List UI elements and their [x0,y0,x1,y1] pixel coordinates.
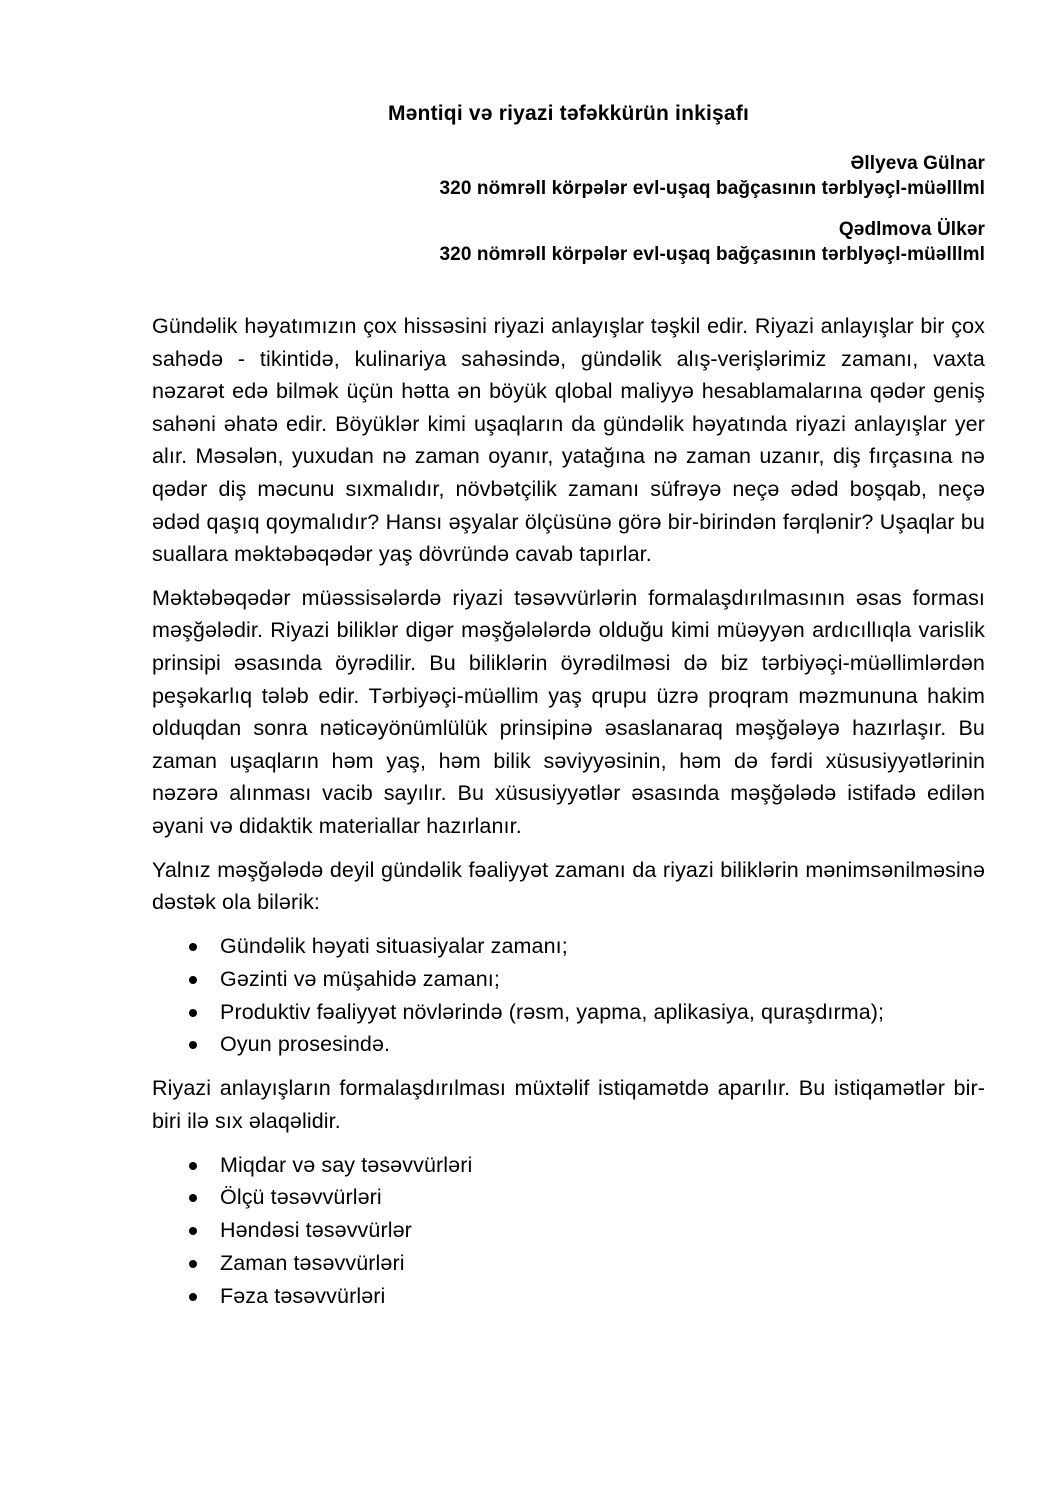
bullet-icon [189,1041,197,1049]
author-name: Əllyeva Gülnar [850,153,985,174]
bullet-icon [189,1293,197,1301]
author-name: Qədlmova Ülkər [838,219,985,240]
body-paragraph: Yalnız məşğələdə deyil gündəlik fəaliyyət zamanı da riyazi biliklərin mənimsənilməsinə dəstək ola bilərik: [152,857,985,915]
author-group [152,152,985,201]
list-item [220,930,985,963]
bullet-icon [189,1227,197,1235]
body-paragraph: Məktəbəqədər müəssisələrdə riyazi təsəvvürlərin formalaşdırılmasının əsas forması məşğələdir. Riyazi biliklər digər məşğələlərdə olduğu kimi müəyyən ardıcıllıqla varislik prinsipi əsasında öyrədilir. Bu biliklərin öyrədilməsi də biz tərbiyəçi-müəllimlərdən peşəkarlıq tələb edir. Tərbiyəçi-müəllim yaş qrupu üzrə proqram məzmununa hakim olduqdan sonra nəticəyönümlülük prinsipinə əsaslanaraq məşğələyə hazırlaşır. Bu zaman uşaqların həm yaş, həm bilik səviyyəsinin, həm də fərdi xüsusiyyətlərinin nəzərə alınması vacib sayılır. Bu xüsusiyyətlər əsasında məşğələdə istifadə edilən əyani və didaktik materiallar hazırlanır. [152,585,985,838]
list-item-text: Produktiv fəaliyyət növlərində (rəsm, yapma, aplikasiya, quraşdırma); [220,999,885,1024]
list-item-text: Zaman təsəvvürləri [220,1251,405,1276]
list-item-text: Oyun prosesində. [220,1032,391,1057]
list-item [220,996,985,1029]
bullet-icon [189,1260,197,1268]
activities-bullet-list [152,930,985,1062]
list-item [220,1247,985,1280]
bullet-icon [189,1162,197,1170]
list-item [220,963,985,996]
author-group [152,218,985,267]
list-item-text: Miqdar və say təsəvvürləri [220,1152,473,1177]
list-item [220,1214,985,1247]
body-paragraph: Gündəlik həyatımızın çox hissəsini riyazi anlayışlar təşkil edir. Riyazi anlayışlar bir çox sahədə - tikintidə, kulinariya sahəsində, gündəlik alış-verişlərimiz zamanı, vaxta nəzarət edə bilmək üçün hətta ən böyük qlobal maliyyə hesablamalarına qədər geniş sahəni əhatə edir. Böyüklər kimi uşaqların da gündəlik həyatında riyazi anlayışlar yer alır. Məsələn, yuxudan nə zaman oyanır, yatağına nə zaman uzanır, diş fırçasına nə qədər diş məcunu sıxmalıdır, növbətçilik zamanı süfrəyə neçə ədəd boşqab, neçə ədəd qaşıq qoymalıdır? Hansı əşyalar ölçüsünə görə bir-birindən fərqlənir? Uşaqlar bu suallara məktəbəqədər yaş dövründə cavab tapırlar. [152,314,985,567]
author-block [152,152,985,267]
bullet-icon [189,1194,197,1202]
list-item [220,1181,985,1214]
list-item [220,1149,985,1182]
author-affiliation: 320 nömrəll körpələr evl-uşaq bağçasının tərblyəçl-müəlllml [439,243,985,265]
bullet-icon [189,1009,197,1017]
list-item-text: Fəza təsəvvürləri [220,1284,386,1309]
list-item-text: Gündəlik həyati situasiyalar zamanı; [220,933,568,958]
list-item [220,1280,985,1313]
author-affiliation: 320 nömrəll körpələr evl-uşaq bağçasının tərblyəçl-müəlllml [439,177,985,199]
body-paragraph: Riyazi anlayışların formalaşdırılması müxtəlif istiqamətdə aparılır. Bu istiqamətlər bir-biri ilə sıx əlaqəlidir. [152,1076,985,1133]
document-title: Məntiqi və riyazi təfəkkürün inkişafı [387,102,749,125]
list-item-text: Həndəsi təsəvvürlər [220,1218,412,1243]
list-item-text: Gəzinti və müşahidə zamanı; [220,966,500,991]
list-item [220,1028,985,1061]
bullet-icon [189,943,197,951]
document-content [152,101,985,1324]
list-item-text: Ölçü təsəvvürləri [220,1185,382,1210]
document-body [152,310,985,1313]
directions-bullet-list [152,1149,985,1314]
bullet-icon [189,976,197,984]
